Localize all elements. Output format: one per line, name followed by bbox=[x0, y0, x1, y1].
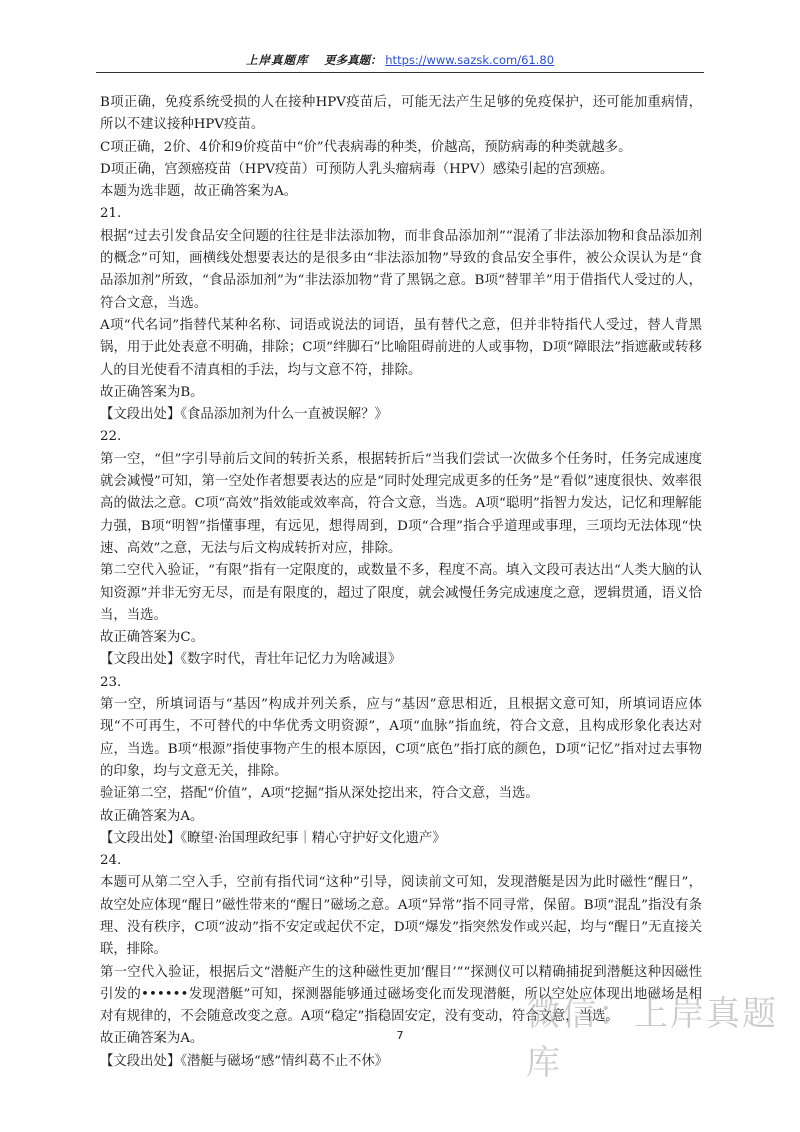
answer-line: 故正确答案为A。 bbox=[100, 1031, 204, 1047]
source-line: 【文段出处】《数字时代，青壮年记忆力为啥减退》 bbox=[100, 652, 402, 668]
more-questions-label: 更多真题： bbox=[324, 53, 382, 67]
source-line: 【文段出处】《食品添加剂为什么一直被误解？》 bbox=[100, 407, 388, 423]
question-number: 22. bbox=[100, 429, 122, 445]
paragraph: 第一空，所填词语与“基因”构成并列关系，应与“基因”意思相近，且根据文意可知，所填词语应体现“不可再生，不可替代的中华优秀文明资源”，A项“血脉”指血统，符合文意，且构成形象化表达对应，当选。B项“根源”指使事物产生的根本原因，C项“底色”指打底的颜色，D项“记忆”指对过去事物的印象，均与文意无关，排除。 bbox=[100, 697, 702, 779]
question-number: 24. bbox=[100, 853, 122, 869]
document-body bbox=[100, 92, 702, 1073]
paragraph: A项“代名词”指替代某种名称、词语或说法的词语，虽有替代之意，但并非特指代人受过，替人背黑锅，用于此处表意不明确，排除；C项“绊脚石”比喻阻碍前进的人或事物，D项“障眼法”指遮蔽或转移人的目光使看不清真相的手法，均与文意不符，排除。 bbox=[100, 317, 702, 378]
paragraph: 本题可从第二空入手，空前有指代词“这种”引导，阅读前文可知，发现潜艇是因为此时磁性“醒日”，故空处应体现“醒日”磁性带来的“醒日”磁场之意。A项“异常”指不同寻常，保留。B项“混乱”指没有条理、没有秩序，C项“波动”指不安定或起伏不定，D项“爆发”指突然发作或兴起，均与“醒日”无直接关联，排除。 bbox=[100, 875, 702, 958]
page-number: 7 bbox=[396, 1029, 404, 1042]
site-name: 上岸真题库 bbox=[245, 53, 309, 67]
answer-line: 故正确答案为C。 bbox=[100, 630, 204, 646]
answer-line: 故正确答案为A。 bbox=[100, 808, 204, 824]
paragraph: 第一空，“但”字引导前后文间的转折关系，根据转折后“当我们尝试一次做多个任务时，任务完成速度就会减慢”可知，第一空处作者想要表达的应是“同时处理完成更多的任务”是“看似”速度很快、效率很高的做法之意。C项“高效”指效能或效率高，符合文意，当选。A项“聪明”指智力发达，记忆和理解能力强，B项“明智”指懂事理，有远见，想得周到，D项“合理”指合乎道理或事理，三项均无法体现“快速、高效”之意，无法与后文构成转折对应，排除。 bbox=[100, 451, 702, 556]
watermark: 微信：上岸真题库 bbox=[526, 994, 778, 1083]
source-line: 【文段出处】《潜艇与磁场“感”情纠葛不止不休》 bbox=[100, 1053, 389, 1069]
header-rule bbox=[96, 72, 704, 73]
paragraph: 第二空代入验证，“有限”指有一定限度的，或数量不多，程度不高。填入文段可表达出“人类大脑的认知资源”并非无穷无尽，而是有限度的，超过了限度，就会减慢任务完成速度之意，逻辑贯通，语义恰当，当选。 bbox=[100, 563, 702, 623]
answer-line: 故正确答案为B。 bbox=[100, 384, 204, 400]
paragraph: 本题为选非题，故正确答案为A。 bbox=[100, 184, 298, 200]
source-line: 【文段出处】《瞭望·治国理政纪事｜精心守护好文化遗产》 bbox=[100, 830, 446, 846]
question-number: 23. bbox=[100, 674, 122, 690]
question-number: 21. bbox=[100, 206, 122, 222]
paragraph: 根据“过去引发食品安全问题的往往是非法添加物，而非食品添加剂”“混淆了非法添加物和食品添加剂的概念”可知，画横线处想要表达的是很多由“非法添加物”导致的食品安全事件，被公众误认为是“食品添加剂”所致，“食品添加剂”为“非法添加物”背了黑锅之意。B项“替罪羊”用于借指代人受过的人，符合文意，当选。 bbox=[100, 228, 702, 311]
paragraph: D项正确，宫颈癌疫苗（HPV疫苗）可预防人乳头瘤病毒（HPV）感染引起的宫颈癌。 bbox=[100, 161, 614, 177]
paragraph: 第一空代入验证，根据后文“潜艇产生的这种磁性更加‘醒目’”“探测仪可以精确捕捉到潜艇这种因磁性引发的••••••发现潜艇”可知，探测器能够通过磁场变化而发现潜艇，所以空处应体现出地磁场是相对有规律的，不会随意改变之意。A项“稳定”指稳固安定，没有变动，符合文意，当选。 bbox=[100, 964, 702, 1025]
page-header bbox=[96, 52, 704, 68]
paragraph: 验证第二空，搭配“价值”，A项“挖掘”指从深处挖出来，符合文意，当选。 bbox=[100, 786, 539, 802]
site-link[interactable]: https://www.sazsk.com/61.80 bbox=[385, 53, 555, 67]
paragraph: B项正确，免疫系统受损的人在接种HPV疫苗后，可能无法产生足够的免疫保护，还可能加重病情，所以不建议接种HPV疫苗。 bbox=[100, 95, 702, 133]
paragraph: C项正确，2价、4价和9价疫苗中“价”代表病毒的种类，价越高，预防病毒的种类就越多。 bbox=[100, 139, 632, 155]
